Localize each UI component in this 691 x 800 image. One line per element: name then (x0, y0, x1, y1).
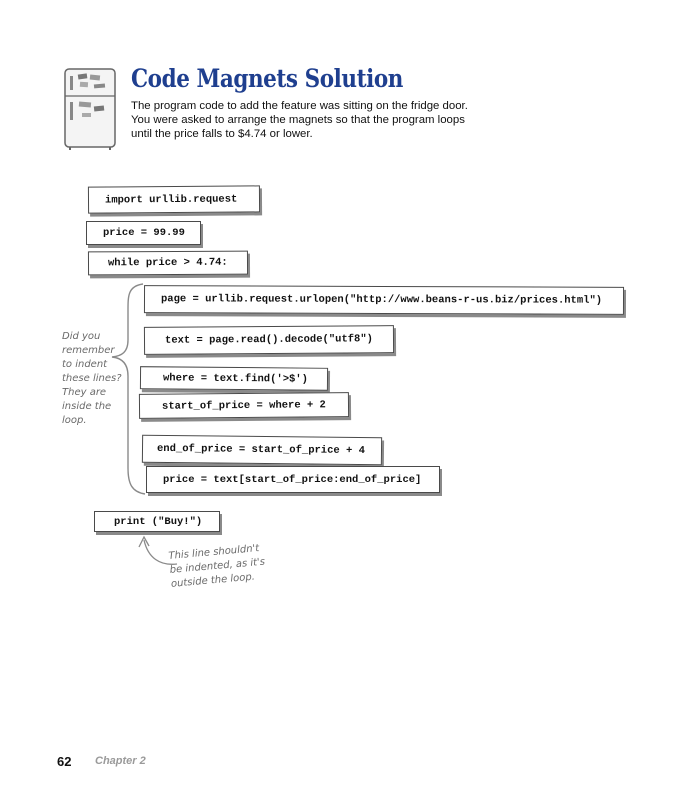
magnet-text[interactable]: text = page.read().decode("utf8") (144, 325, 394, 355)
indent-note (62, 330, 122, 428)
note-line: be indented, as it's (169, 556, 266, 576)
magnet-start-of-price[interactable]: start_of_price = where + 2 (139, 392, 349, 419)
print-note (168, 542, 267, 592)
note-line: loop. (62, 415, 87, 426)
magnet-where[interactable]: where = text.find('>$') (140, 366, 328, 391)
magnet-price-init[interactable]: price = 99.99 (86, 221, 201, 245)
intro-line: You were asked to arrange the magnets so that the program loops (131, 114, 465, 126)
intro-line: The program code to add the feature was sitting on the fridge door. (131, 100, 468, 112)
magnet-while[interactable]: while price > 4.74: (88, 251, 248, 276)
magnet-price-slice[interactable]: price = text[start_of_price:end_of_price] (146, 466, 440, 493)
magnet-import[interactable]: import urllib.request (88, 185, 260, 213)
note-line: outside the loop. (170, 571, 256, 590)
note-line: inside the (62, 401, 112, 412)
note-line: This line shouldn't (168, 543, 260, 562)
magnet-end-of-price[interactable]: end_of_price = start_of_price + 4 (142, 435, 382, 466)
intro-line: until the price falls to $4.74 or lower. (131, 128, 313, 140)
note-line: remember (62, 345, 115, 356)
chapter-label: Chapter 2 (95, 755, 146, 767)
note-line: to indent (62, 359, 108, 370)
note-line: They are (62, 387, 107, 398)
magnet-print[interactable]: print ("Buy!") (94, 511, 220, 532)
page-title: Code Magnets Solution (131, 64, 403, 93)
note-line: these lines? (62, 373, 122, 384)
magnet-page[interactable]: page = urllib.request.urlopen("http://www.beans-r-us.biz/prices.html") (144, 285, 624, 315)
page-number: 62 (57, 754, 72, 769)
note-line: Did you (62, 331, 101, 342)
